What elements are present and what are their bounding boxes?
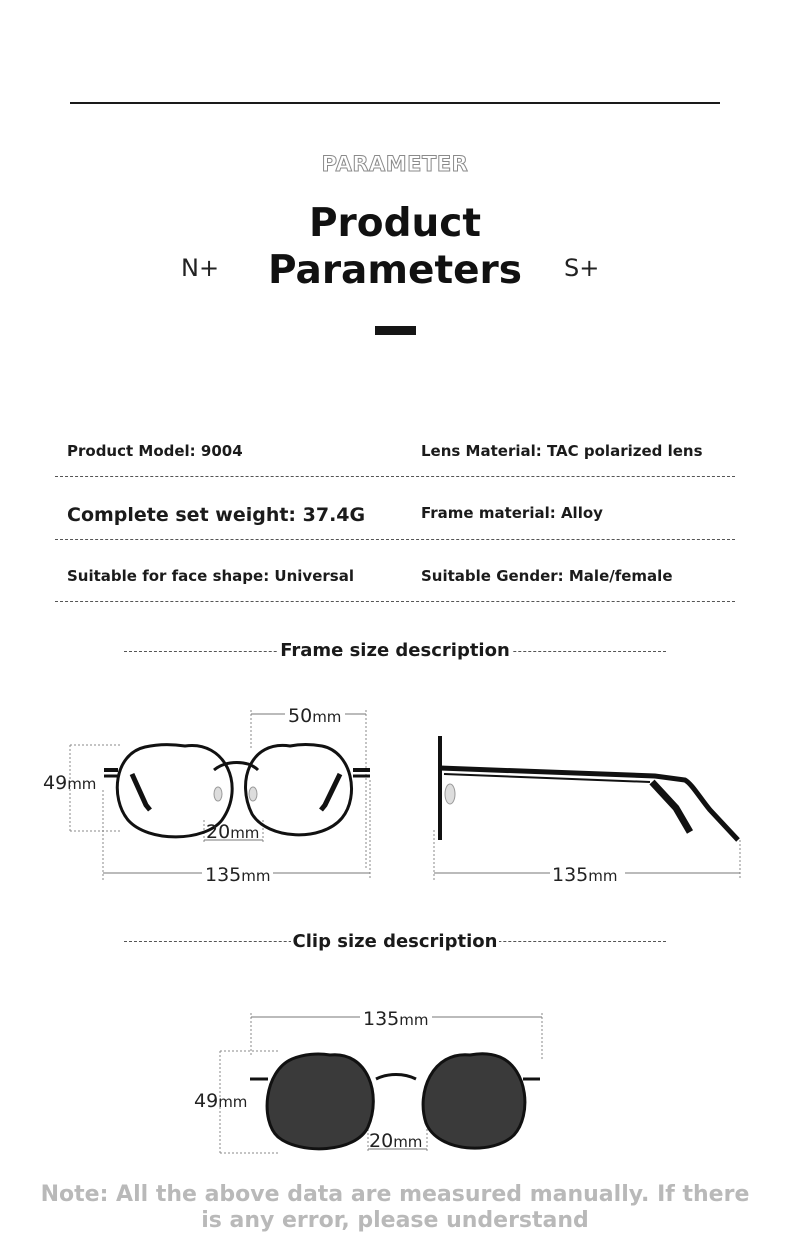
spec-row: [55, 539, 735, 602]
spec-row: [55, 414, 735, 477]
note-line-2: is any error, please understand: [201, 1208, 589, 1233]
frame-side-view: [420, 690, 760, 890]
spec-lens-material: Lens Material: TAC polarized lens: [421, 442, 703, 460]
clip-bridge-label: 20mm: [369, 1130, 423, 1152]
title-line-1: Product: [308, 201, 482, 246]
clip-left-lens: [267, 1054, 373, 1149]
note-line-1: Note: All the above data are measured manually. If there: [40, 1182, 750, 1207]
spec-frame-material: Frame material: Alloy: [421, 504, 603, 522]
spec-gender: Suitable Gender: Male/female: [421, 567, 673, 585]
left-mark: N+: [181, 254, 220, 282]
page-title: [0, 200, 790, 294]
title-accent-bar: [375, 326, 416, 335]
spec-product-model: Product Model: 9004: [67, 442, 243, 460]
temple-length-label: 135mm: [552, 864, 618, 886]
title-line-2: Parameters: [267, 248, 523, 293]
lens-width-label: 50mm: [288, 705, 342, 727]
total-width-label: 135mm: [205, 864, 271, 886]
lens-height-label: 49mm: [43, 772, 97, 794]
clip-front-view: [180, 995, 560, 1165]
spec-face-shape: Suitable for face shape: Universal: [67, 567, 354, 585]
clip-lens-height-label: 49mm: [194, 1090, 248, 1112]
top-divider: [70, 102, 720, 104]
clip-total-width-label: 135mm: [363, 1008, 429, 1030]
spec-set-weight: Complete set weight: 37.4G: [67, 504, 366, 526]
bridge-label: 20mm: [206, 821, 260, 843]
spec-row: [55, 477, 735, 540]
measurement-note: [40, 1182, 750, 1234]
frame-front-view: [0, 690, 395, 890]
right-mark: S+: [564, 254, 600, 282]
frame-section-title: Frame size description: [280, 640, 510, 661]
section-eyebrow: PARAMETER: [321, 152, 469, 176]
clip-section-title: Clip size description: [292, 931, 498, 952]
clip-right-lens: [423, 1054, 525, 1148]
